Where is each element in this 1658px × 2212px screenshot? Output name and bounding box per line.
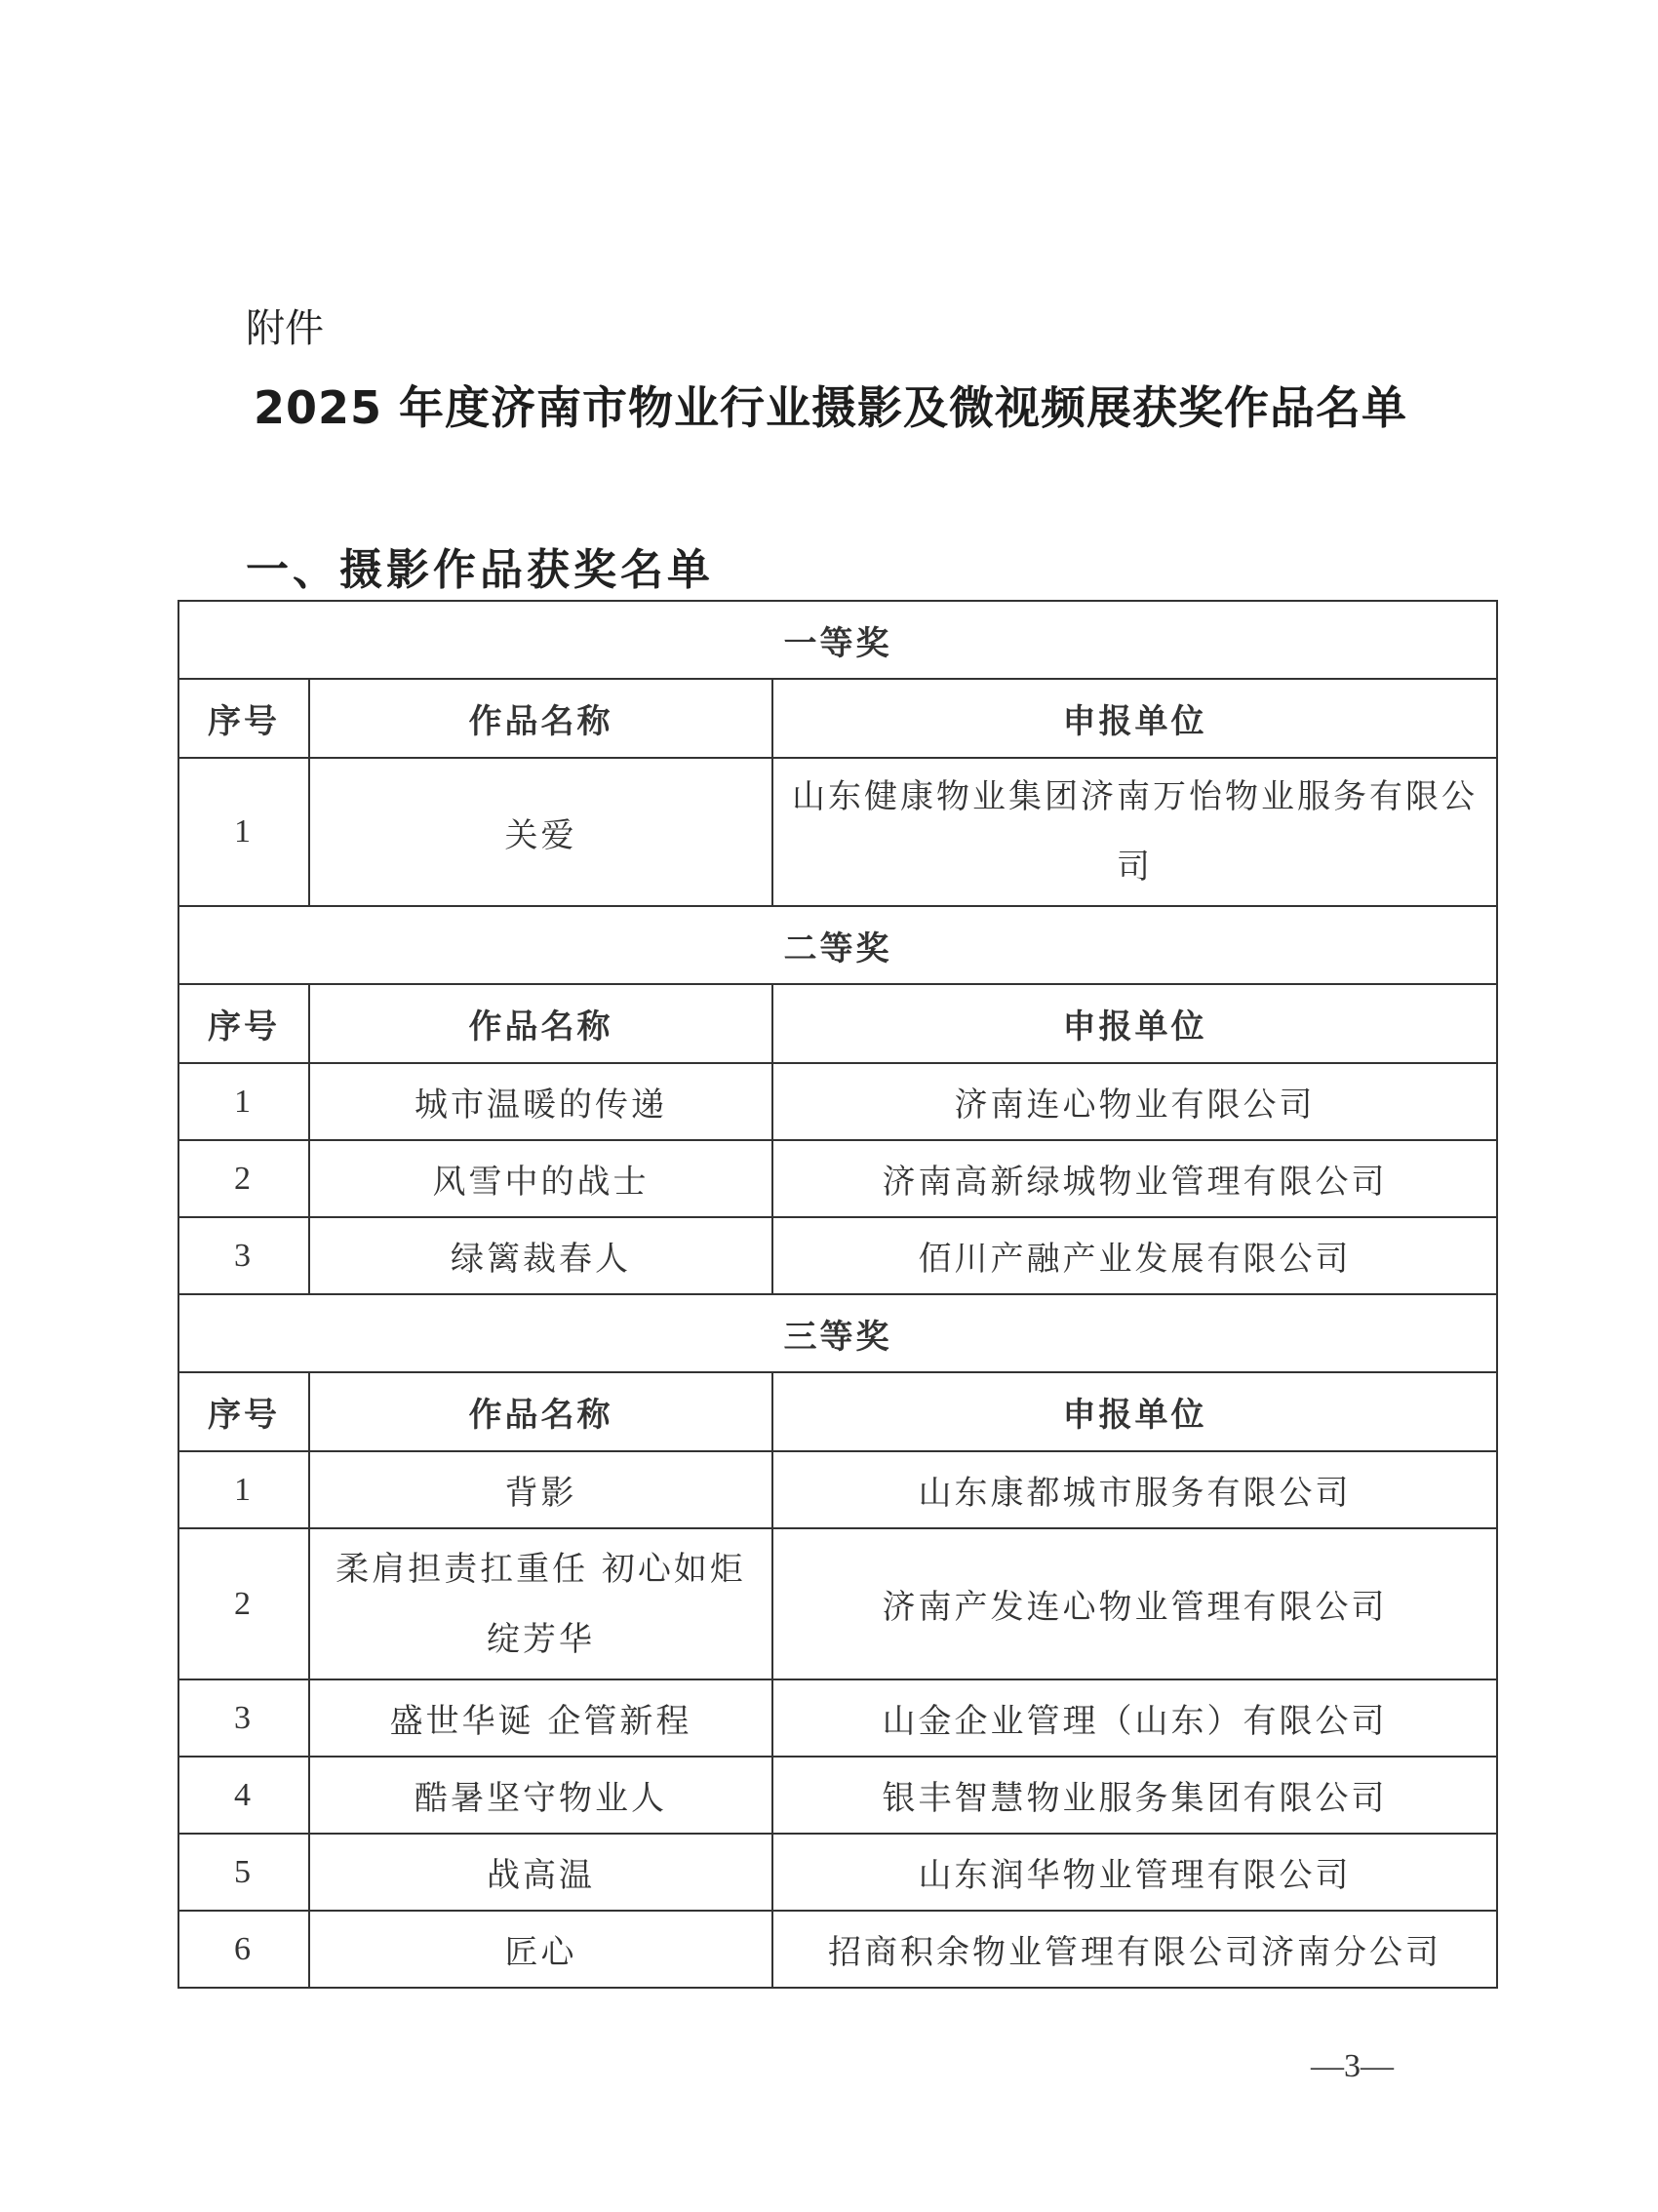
table-row	[178, 1757, 1497, 1834]
row-org: 银丰智慧物业服务集团有限公司	[772, 1757, 1497, 1834]
section-heading: 一、摄影作品获奖名单	[246, 545, 714, 595]
awards-table	[178, 600, 1498, 1989]
row-org: 济南连心物业有限公司	[772, 1063, 1497, 1140]
grade-row-third	[178, 1294, 1497, 1372]
table-row	[178, 758, 1497, 906]
row-org: 佰川产融产业发展有限公司	[772, 1217, 1497, 1294]
table-row	[178, 1911, 1497, 1988]
header-work: 作品名称	[309, 1372, 772, 1451]
grade-label-third: 三等奖	[178, 1294, 1497, 1372]
page-number: —3—	[1311, 2048, 1394, 2084]
row-org: 山金企业管理（山东）有限公司	[772, 1679, 1497, 1757]
header-row	[178, 984, 1497, 1063]
row-work: 绿篱裁春人	[309, 1217, 772, 1294]
row-work: 城市温暖的传递	[309, 1063, 772, 1140]
row-work: 关爱	[309, 758, 772, 906]
row-org: 济南高新绿城物业管理有限公司	[772, 1140, 1497, 1217]
grade-row-second	[178, 906, 1497, 984]
row-org: 招商积余物业管理有限公司济南分公司	[772, 1911, 1497, 1988]
table-row	[178, 1140, 1497, 1217]
table-row	[178, 1679, 1497, 1757]
table-row	[178, 1528, 1497, 1679]
row-work: 盛世华诞 企管新程	[309, 1679, 772, 1757]
header-org: 申报单位	[772, 984, 1497, 1063]
table-row	[178, 1451, 1497, 1528]
grade-label-second: 二等奖	[178, 906, 1497, 984]
table-row	[178, 1063, 1497, 1140]
table-row	[178, 1217, 1497, 1294]
header-row	[178, 679, 1497, 758]
header-work: 作品名称	[309, 679, 772, 758]
row-no: 1	[178, 758, 309, 906]
row-no: 2	[178, 1528, 309, 1679]
header-no: 序号	[178, 984, 309, 1063]
header-org: 申报单位	[772, 1372, 1497, 1451]
row-org: 山东健康物业集团济南万怡物业服务有限公司	[772, 758, 1497, 906]
row-no: 3	[178, 1217, 309, 1294]
header-row	[178, 1372, 1497, 1451]
row-org: 山东润华物业管理有限公司	[772, 1834, 1497, 1911]
document-title: 2025 年度济南市物业行业摄影及微视频展获奖作品名单	[254, 381, 1408, 434]
row-no: 1	[178, 1451, 309, 1528]
row-work: 背影	[309, 1451, 772, 1528]
row-work: 柔肩担责扛重任 初心如炬绽芳华	[309, 1528, 772, 1679]
row-work: 战高温	[309, 1834, 772, 1911]
grade-row-first	[178, 601, 1497, 679]
row-work: 酷暑坚守物业人	[309, 1757, 772, 1834]
row-org: 山东康都城市服务有限公司	[772, 1451, 1497, 1528]
row-no: 3	[178, 1679, 309, 1757]
header-no: 序号	[178, 1372, 309, 1451]
row-work: 风雪中的战士	[309, 1140, 772, 1217]
row-org: 济南产发连心物业管理有限公司	[772, 1528, 1497, 1679]
row-no: 5	[178, 1834, 309, 1911]
header-org: 申报单位	[772, 679, 1497, 758]
header-no: 序号	[178, 679, 309, 758]
row-no: 4	[178, 1757, 309, 1834]
attachment-label: 附件	[246, 306, 324, 351]
grade-label-first: 一等奖	[178, 601, 1497, 679]
header-work: 作品名称	[309, 984, 772, 1063]
row-no: 1	[178, 1063, 309, 1140]
table-row	[178, 1834, 1497, 1911]
row-work: 匠心	[309, 1911, 772, 1988]
row-no: 2	[178, 1140, 309, 1217]
row-no: 6	[178, 1911, 309, 1988]
